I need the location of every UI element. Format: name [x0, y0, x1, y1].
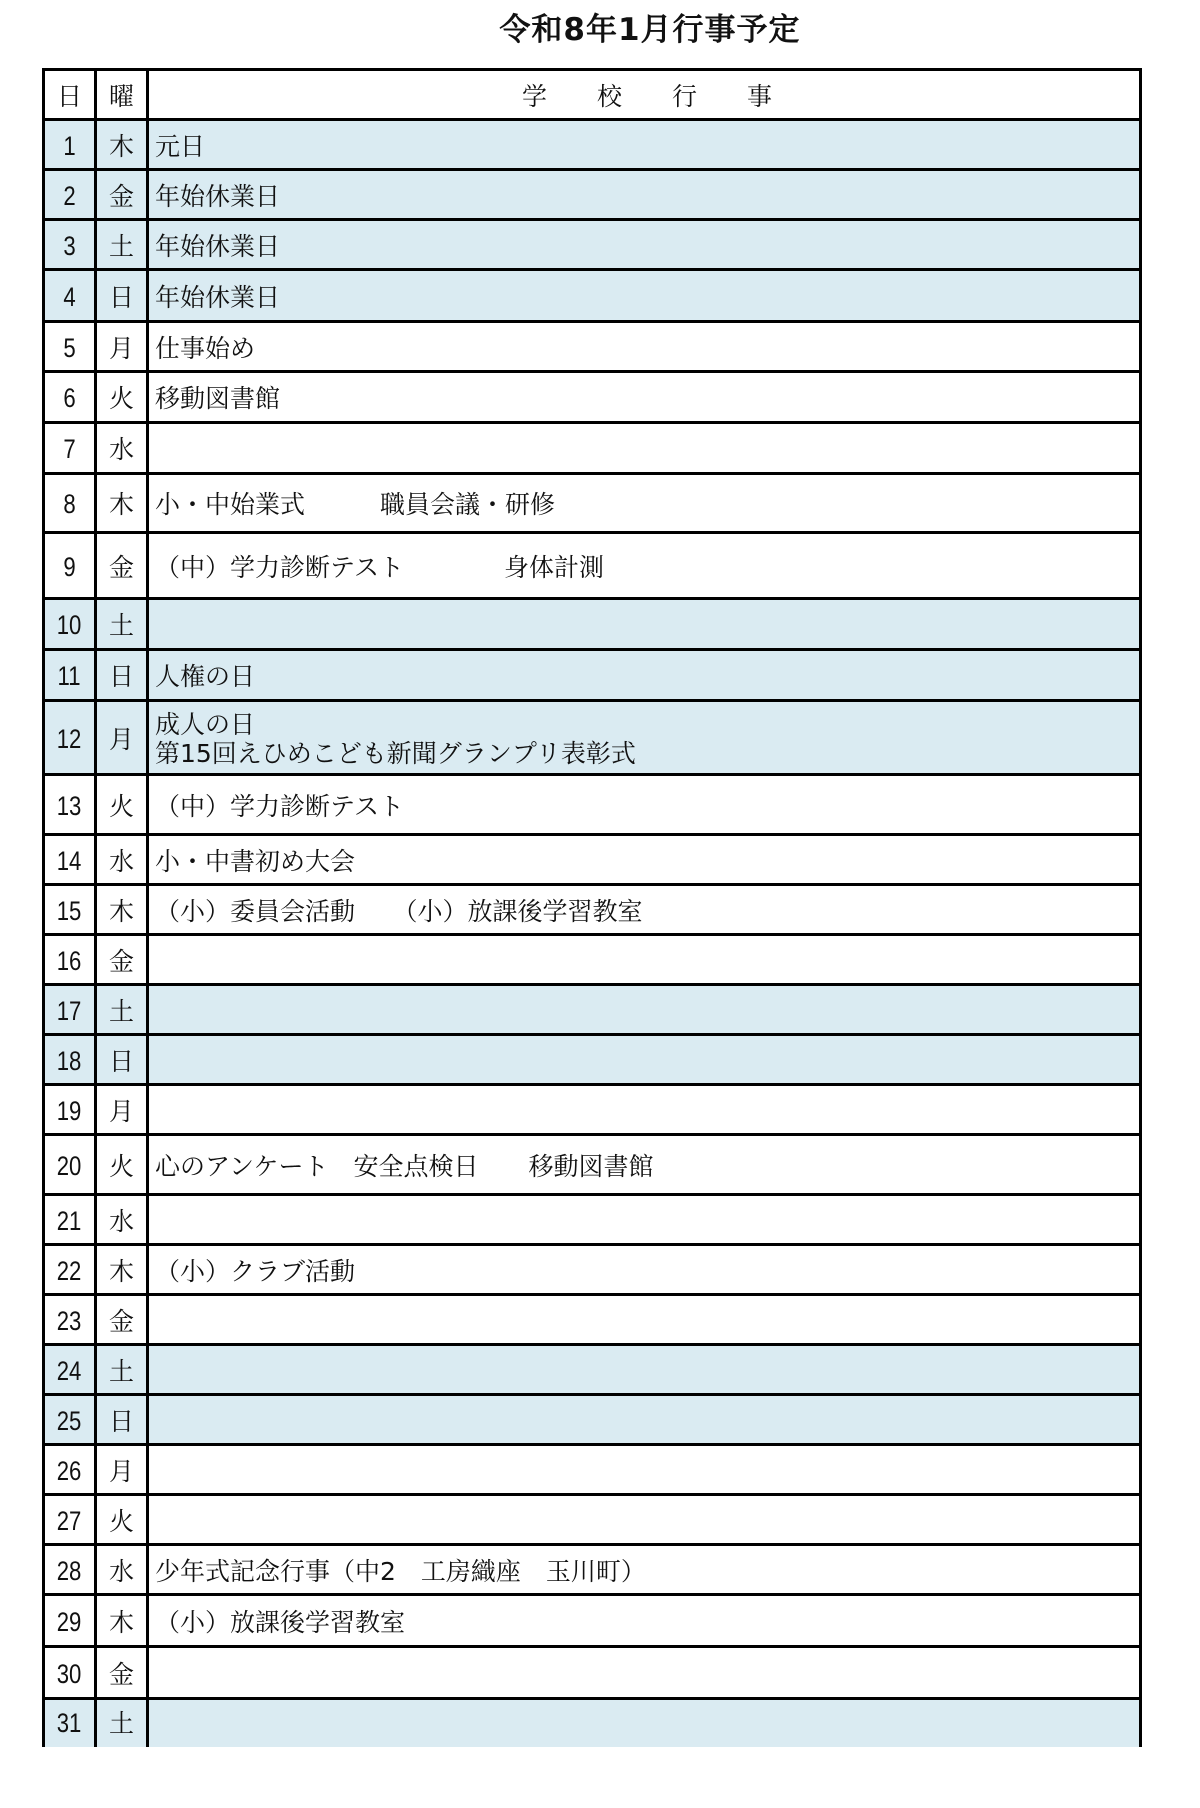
table-row	[45, 1083, 1139, 1136]
table-row	[45, 218, 1139, 271]
weekday-cell: 土	[97, 600, 149, 651]
day-cell	[45, 121, 97, 171]
table-row	[45, 370, 1139, 424]
weekday-cell: 金	[97, 171, 149, 221]
events-cell	[149, 776, 1139, 836]
day-cell	[45, 1196, 97, 1246]
events-cell	[149, 373, 1139, 424]
events-cell	[149, 1086, 1139, 1136]
weekday-cell: 月	[97, 1086, 149, 1136]
weekday-cell: 金	[97, 1296, 149, 1346]
table-row	[45, 268, 1139, 323]
day-number: 26	[57, 1455, 82, 1486]
weekday-cell: 金	[97, 1648, 149, 1700]
weekday-cell: 水	[97, 1196, 149, 1246]
day-cell	[45, 271, 97, 323]
table-row	[45, 1645, 1139, 1700]
table-row	[45, 597, 1139, 651]
weekday-cell: 月	[97, 1446, 149, 1496]
table-row	[45, 933, 1139, 986]
day-cell	[45, 424, 97, 475]
day-number: 11	[58, 661, 81, 691]
table-row	[45, 118, 1139, 171]
weekday-cell: 水	[97, 1546, 149, 1596]
table-row	[45, 1193, 1139, 1246]
weekday-cell: 土	[97, 221, 149, 271]
table-row	[45, 1493, 1139, 1546]
event-text: 心のアンケート 安全点検日 移動図書館	[155, 1151, 654, 1181]
day-cell	[45, 323, 97, 373]
events-cell	[149, 424, 1139, 475]
events-cell	[149, 1396, 1139, 1446]
events-cell	[149, 271, 1139, 323]
event-text: （中）学力診断テスト 身体計測	[155, 552, 605, 582]
table-row	[45, 531, 1139, 600]
events-cell	[149, 1446, 1139, 1496]
table-row	[45, 1593, 1139, 1648]
events-cell	[149, 836, 1139, 886]
events-cell	[149, 886, 1139, 936]
weekday-cell: 土	[97, 1346, 149, 1396]
day-cell	[45, 776, 97, 836]
table-row	[45, 1133, 1139, 1196]
weekday-cell: 水	[97, 836, 149, 886]
weekday-cell: 土	[97, 986, 149, 1036]
day-cell	[45, 373, 97, 424]
events-cell	[149, 986, 1139, 1036]
day-cell	[45, 171, 97, 221]
events-cell	[149, 1196, 1139, 1246]
day-number: 14	[57, 845, 82, 876]
event-text: （小）クラブ活動	[155, 1256, 356, 1286]
day-number: 30	[57, 1658, 82, 1689]
header-events: 学 校 行 事	[521, 81, 772, 111]
schedule-table	[42, 68, 1142, 1747]
day-cell	[45, 534, 97, 600]
day-cell	[45, 1296, 97, 1346]
day-cell	[45, 1346, 97, 1396]
table-row	[45, 699, 1139, 776]
day-number: 16	[57, 945, 82, 976]
weekday-cell: 火	[97, 1136, 149, 1196]
day-number: 18	[57, 1045, 82, 1076]
day-cell	[45, 886, 97, 936]
day-number: 25	[57, 1405, 82, 1436]
table-row	[45, 883, 1139, 936]
weekday-cell: 土	[97, 1700, 149, 1747]
day-number: 23	[57, 1305, 82, 1336]
day-number: 10	[57, 610, 82, 640]
day-cell	[45, 936, 97, 986]
table-row	[45, 833, 1139, 886]
events-cell	[149, 1296, 1139, 1346]
events-cell	[149, 1036, 1139, 1086]
weekday-cell: 月	[97, 702, 149, 776]
day-cell	[45, 1246, 97, 1296]
day-cell	[45, 1446, 97, 1496]
events-cell	[149, 171, 1139, 221]
day-number: 13	[57, 790, 82, 821]
day-number: 29	[57, 1606, 82, 1637]
events-cell	[149, 1346, 1139, 1396]
table-row	[45, 648, 1139, 702]
table-row	[45, 1697, 1139, 1747]
events-cell	[149, 936, 1139, 986]
events-cell	[149, 1700, 1139, 1747]
weekday-cell: 火	[97, 1496, 149, 1546]
day-cell	[45, 1496, 97, 1546]
event-text: 少年式記念行事（中2 工房織座 玉川町）	[155, 1556, 646, 1586]
events-cell	[149, 1496, 1139, 1546]
events-cell	[149, 323, 1139, 373]
day-number: 6	[63, 383, 76, 413]
day-number: 1	[63, 130, 76, 161]
table-row	[45, 320, 1139, 373]
table-row	[45, 1393, 1139, 1446]
events-cell	[149, 651, 1139, 702]
event-text: 年始休業日	[155, 231, 281, 261]
day-cell	[45, 1596, 97, 1648]
event-text: 年始休業日	[155, 181, 281, 211]
events-cell	[149, 1246, 1139, 1296]
weekday-cell: 木	[97, 1596, 149, 1648]
weekday-cell: 日	[97, 1036, 149, 1086]
table-row	[45, 472, 1139, 534]
day-cell	[45, 1648, 97, 1700]
events-cell	[149, 1546, 1139, 1596]
events-cell	[149, 221, 1139, 271]
table-row	[45, 1293, 1139, 1346]
table-row	[45, 168, 1139, 221]
day-number: 31	[57, 1708, 82, 1738]
events-cell	[149, 1648, 1139, 1700]
day-cell	[45, 986, 97, 1036]
day-cell	[45, 702, 97, 776]
weekday-cell: 火	[97, 776, 149, 836]
table-header-row	[45, 71, 1139, 121]
events-cell	[149, 534, 1139, 600]
events-cell	[149, 475, 1139, 534]
day-cell	[45, 1036, 97, 1086]
day-number: 3	[63, 230, 76, 261]
event-text: （小）委員会活動 （小）放課後学習教室	[155, 896, 643, 926]
table-row	[45, 1343, 1139, 1396]
weekday-cell: 水	[97, 424, 149, 475]
weekday-cell: 日	[97, 651, 149, 702]
weekday-cell: 日	[97, 271, 149, 323]
weekday-cell: 木	[97, 121, 149, 171]
day-number: 9	[63, 551, 76, 582]
header-day-label: 日	[56, 81, 82, 111]
day-number: 21	[57, 1205, 82, 1236]
day-number: 17	[57, 995, 82, 1026]
day-number: 5	[63, 332, 76, 363]
event-text: 人権の日	[155, 662, 256, 691]
table-row	[45, 1543, 1139, 1596]
weekday-cell: 月	[97, 323, 149, 373]
weekday-cell: 木	[97, 886, 149, 936]
day-cell	[45, 1700, 97, 1747]
day-number: 22	[57, 1255, 82, 1286]
event-text: 小・中書初め大会	[155, 846, 356, 876]
header-weekday: 曜	[97, 71, 149, 121]
weekday-cell: 金	[97, 936, 149, 986]
day-cell	[45, 221, 97, 271]
day-number: 24	[57, 1355, 82, 1386]
table-row	[45, 1243, 1139, 1296]
table-row	[45, 421, 1139, 475]
day-number: 12	[57, 723, 82, 754]
weekday-cell: 日	[97, 1396, 149, 1446]
day-number: 7	[63, 434, 76, 464]
event-text: （小）放課後学習教室	[155, 1607, 406, 1637]
weekday-cell: 木	[97, 475, 149, 534]
day-cell	[45, 836, 97, 886]
day-number: 28	[57, 1555, 82, 1586]
table-row	[45, 773, 1139, 836]
events-cell	[149, 600, 1139, 651]
event-text: （中）学力診断テスト	[155, 791, 405, 821]
table-row	[45, 1443, 1139, 1496]
day-cell	[45, 1546, 97, 1596]
event-text: 仕事始め	[155, 333, 256, 363]
day-number: 20	[57, 1150, 82, 1181]
day-cell	[45, 1136, 97, 1196]
table-row	[45, 983, 1139, 1036]
day-cell	[45, 651, 97, 702]
event-text: 成人の日	[155, 710, 256, 739]
weekday-cell: 火	[97, 373, 149, 424]
event-text: 年始休業日	[155, 282, 281, 312]
event-text: 小・中始業式 職員会議・研修	[155, 490, 556, 519]
day-cell	[45, 475, 97, 534]
day-number: 2	[63, 180, 76, 211]
event-text: 第15回えひめこども新聞グランプリ表彰式	[155, 739, 636, 768]
events-cell	[149, 1596, 1139, 1648]
page-title: 令和8年1月行事予定	[499, 12, 801, 48]
day-number: 27	[57, 1505, 82, 1536]
event-text: 移動図書館	[155, 384, 281, 413]
day-cell	[45, 1086, 97, 1136]
weekday-cell: 金	[97, 534, 149, 600]
events-cell	[149, 702, 1139, 776]
day-cell	[45, 1396, 97, 1446]
day-number: 19	[57, 1095, 82, 1126]
table-row	[45, 1033, 1139, 1086]
day-cell	[45, 600, 97, 651]
weekday-cell: 木	[97, 1246, 149, 1296]
event-text: 元日	[155, 131, 206, 161]
header-day	[45, 71, 97, 121]
day-number: 4	[63, 281, 76, 312]
events-cell	[149, 121, 1139, 171]
day-number: 8	[63, 489, 76, 519]
day-number: 15	[57, 895, 82, 926]
events-cell	[149, 1136, 1139, 1196]
